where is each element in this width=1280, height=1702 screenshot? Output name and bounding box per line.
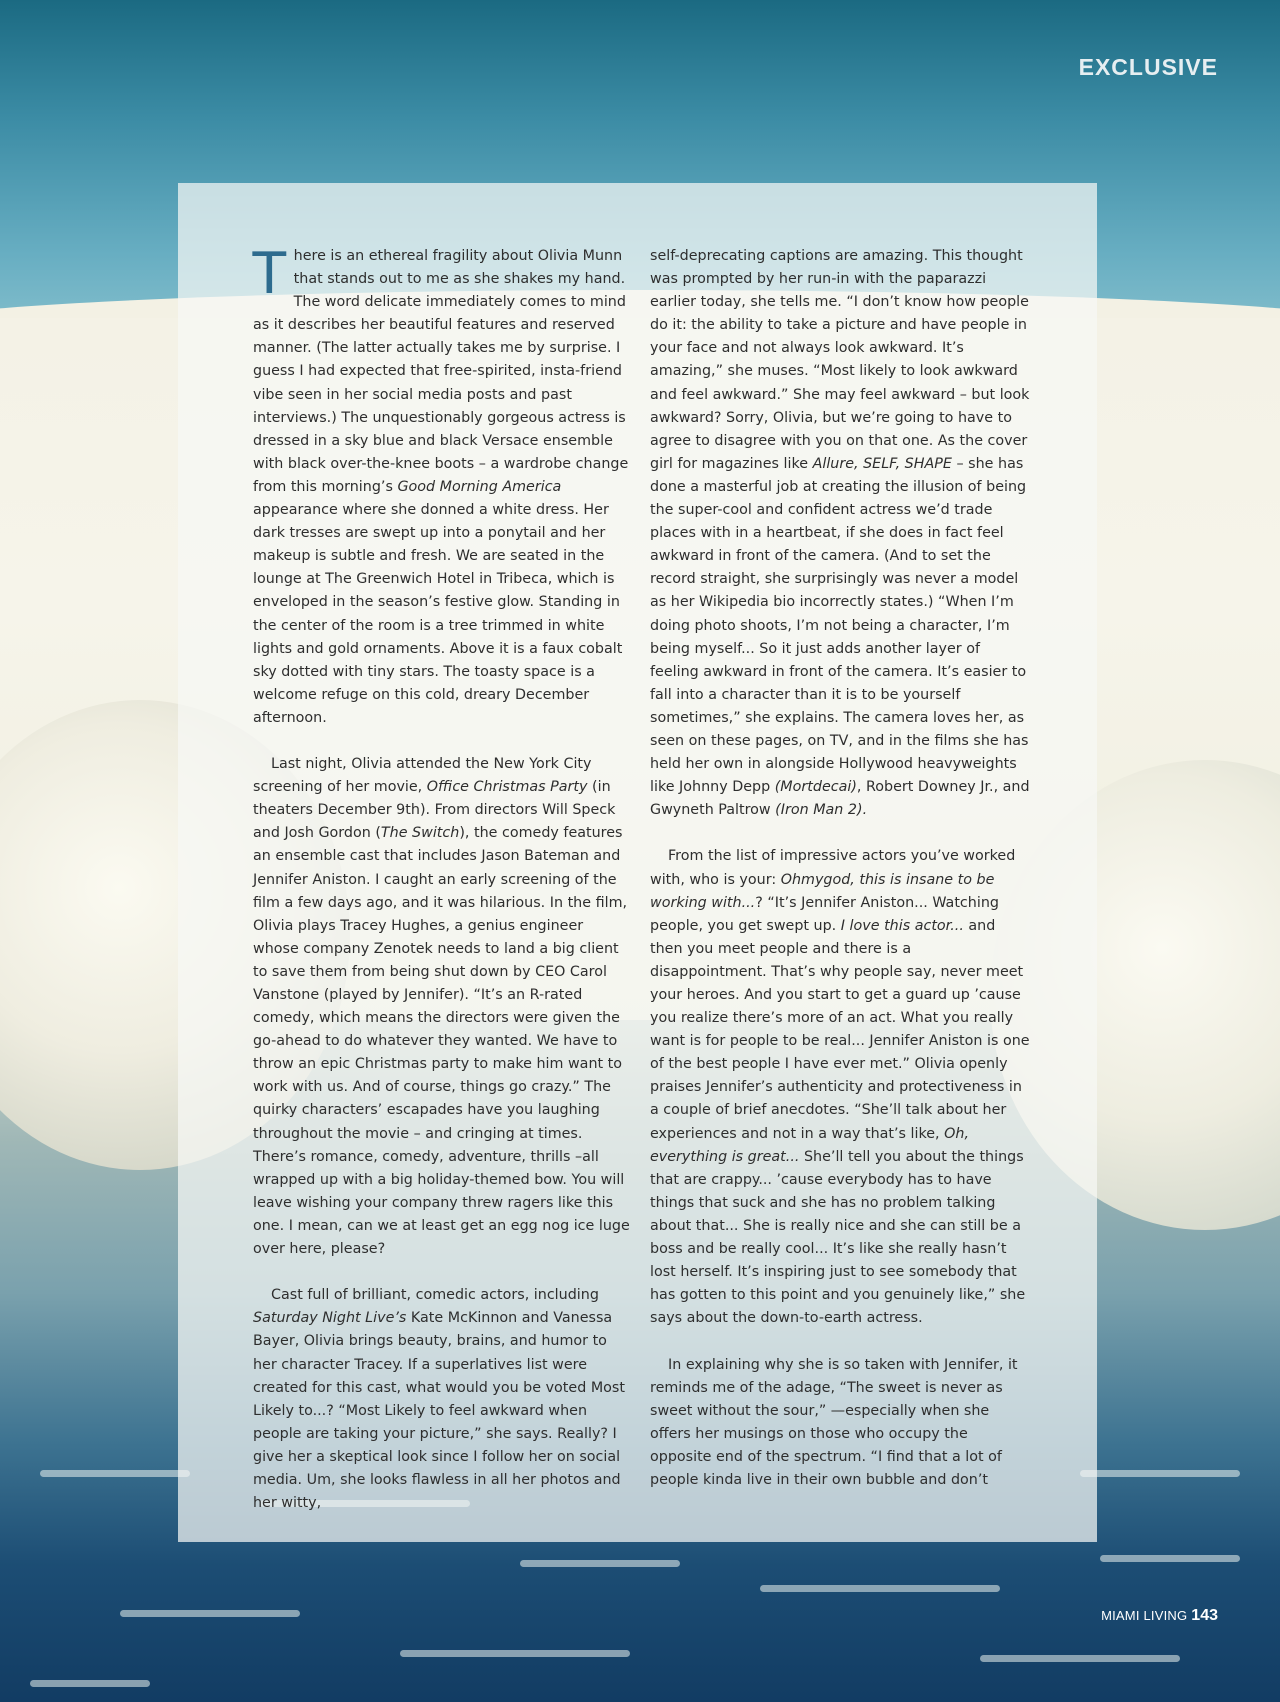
italic-title: Office Christmas Party xyxy=(426,779,588,796)
text-run: appearance where she donned a white dress. Her dark tresses are swept up into a ponytail and her makeup is subtle and fresh. We are seated in the lounge at The Greenwich Hotel in Tribeca, which is enveloped in the season’s festive glow. Standing in the center of the room is a tree trimmed in white lights and gold ornaments. Above it is a faux cobalt sky dotted with tiny stars. The toasty space is a welcome refuge on this cold, dreary December afternoon. xyxy=(253,502,623,726)
paragraph xyxy=(253,753,633,1261)
page-number: 143 xyxy=(1191,1607,1218,1624)
italic-title: (Mortdecai) xyxy=(774,779,857,796)
italic-title: Allure, SELF, SHAPE xyxy=(812,455,952,472)
water-ripple xyxy=(760,1585,1000,1592)
text-run: , Robert Downey Jr., and Gwyneth Paltrow xyxy=(650,779,1030,819)
text-run: – she has done a masterful job at creating the illusion of being the super-cool and confident actress we’d trade places with in a heartbeat, if she does in fact feel awkward in front of the camera. (And to set the record straight, she surprisingly was never a model as her Wikipedia bio incorrectly states.) “When I’m doing photo shoots, I’m not being a character, I’m being myself... So it just adds another layer of feeling awkward in front of the camera. It’s easier to fall into a character than it is to be yourself sometimes,” she explains. The camera loves her, as seen on these pages, on TV, and in the films she has held her own in alongside Hollywood heavyweights like Johnny Depp xyxy=(650,455,1029,796)
water-ripple xyxy=(1100,1555,1240,1562)
water-ripple xyxy=(520,1560,680,1567)
italic-quote: Ohmygod, this is insane to be working with... xyxy=(650,871,995,911)
text-run: self-deprecating captions are amazing. This thought was prompted by her run-in with the paparazzi earlier today, she tells me. “I don’t know how people do it: the ability to take a picture and have people in your face and not always look awkward. It’s amazing,” she muses. “Most likely to look awkward and feel awkward.” She may feel awkward – but look awkward? Sorry, Olivia, but we’re going to have to agree to disagree with you on that one. As the cover girl for magazines like xyxy=(650,248,1030,472)
italic-title: Saturday Night Live’s xyxy=(253,1310,407,1327)
water-ripple xyxy=(40,1470,190,1477)
text-run: She’ll tell you about the things that are crappy... ’cause everybody has to have things that suck and she has no problem talking about that... She is really nice and she can still be a boss and be really cool... It’s like she really hasn’t lost herself. It’s inspiring just to see somebody that has gotten to this point and you genuinely like,” she says about the down-to-earth actress. xyxy=(650,1148,1026,1327)
section-label: EXCLUSIVE xyxy=(1078,54,1218,80)
article-column-left xyxy=(251,239,633,1538)
italic-title: (Iron Man 2). xyxy=(775,802,868,819)
italic-quote: Oh, everything is great... xyxy=(650,1125,970,1165)
water-ripple xyxy=(120,1610,300,1617)
italic-quote: I love this actor... xyxy=(840,917,964,934)
text-run: (in theaters December 9th). From directors Will Speck and Josh Gordon ( xyxy=(253,779,616,842)
page-footer xyxy=(1101,1607,1218,1625)
paragraph xyxy=(251,239,633,730)
paragraph xyxy=(650,245,1030,822)
water-ripple xyxy=(400,1650,630,1657)
article-column-right xyxy=(650,245,1030,1515)
drop-cap: T xyxy=(251,239,288,306)
italic-title: Good Morning America xyxy=(397,478,562,495)
text-run: From the list of impressive actors you’ve worked with, who is your: xyxy=(650,848,1016,888)
water-ripple xyxy=(980,1655,1180,1662)
text-run: Last night, Olivia attended the New York City screening of her movie, xyxy=(253,756,592,796)
text-run: Kate McKinnon and Vanessa Bayer, Olivia brings beauty, brains, and humor to her character Tracey. If a superlatives list were created for this cast, what would you be voted Most Likely to...? “Most Likely to feel awkward when people are taking your picture,” she says. Really? I give her a skeptical look since I follow her on social media. Um, she looks flawless in all her photos and her witty, xyxy=(253,1310,625,1512)
paragraph xyxy=(253,1284,633,1515)
text-run: here is an ethereal fragility about Olivia Munn that stands out to me as she shakes my hand. The word delicate immediately comes to mind as it describes her beautiful features and reserved manner. (The latter actually takes me by surprise. I guess I had expected that free-spirited, insta-friend vibe seen in her social media posts and past interviews.) The unquestionably gorgeous actress is dressed in a sky blue and black Versace ensemble with black over-the-knee boots – a wardrobe change from this morning’s xyxy=(253,248,629,495)
paragraph: In explaining why she is so taken with Jennifer, it reminds me of the adage, “The sweet is never as sweet without the sour,” —especially when she offers her musings on those who occupy the opposite end of the spectrum. “I find that a lot of people kinda live in their own bubble and don’t xyxy=(650,1356,1018,1488)
text-run: Cast full of brilliant, comedic actors, including xyxy=(271,1287,599,1304)
water-ripple xyxy=(1080,1470,1240,1477)
text-run: ? “It’s Jennifer Aniston... Watching people, you get swept up. xyxy=(650,894,999,934)
text-run: and then you meet people and there is a disappointment. That’s why people say, never meet your heroes. And you start to get a guard up ’cause you realize there’s more of an act. What you really want is for people to be real... Jennifer Aniston is one of the best people I have ever met.” Olivia openly praises Jennifer’s authenticity and protectiveness in a couple of brief anecdotes. “She’ll talk about her experiences and not in a way that’s like, xyxy=(650,917,1030,1142)
text-run: ), the comedy features an ensemble cast that includes Jason Bateman and Jennifer Aniston. I caught an early screening of the film a few days ago, and it was hilarious. In the film, Olivia plays Tracey Hughes, a genius engineer whose company Zenotek needs to land a big client to save them from being shut down by CEO Carol Vanstone (played by Jennifer). “It’s an R-rated comedy, which means the directors were given the go-ahead to do whatever they wanted. We have to throw an epic Christmas party to make him want to work with us. And of course, things go crazy.” The quirky characters’ escapades have you laughing throughout the movie – and cringing at times. There’s romance, comedy, adventure, thrills –all wrapped up with a big holiday-themed bow. You will leave wishing your company threw ragers like this one. I mean, can we at least get an egg nog ice luge over here, please? xyxy=(253,825,630,1258)
italic-title: The Switch xyxy=(380,825,460,842)
publication-name: MIAMI LIVING xyxy=(1101,1608,1188,1623)
paragraph xyxy=(650,845,1030,1330)
water-ripple xyxy=(30,1680,150,1687)
